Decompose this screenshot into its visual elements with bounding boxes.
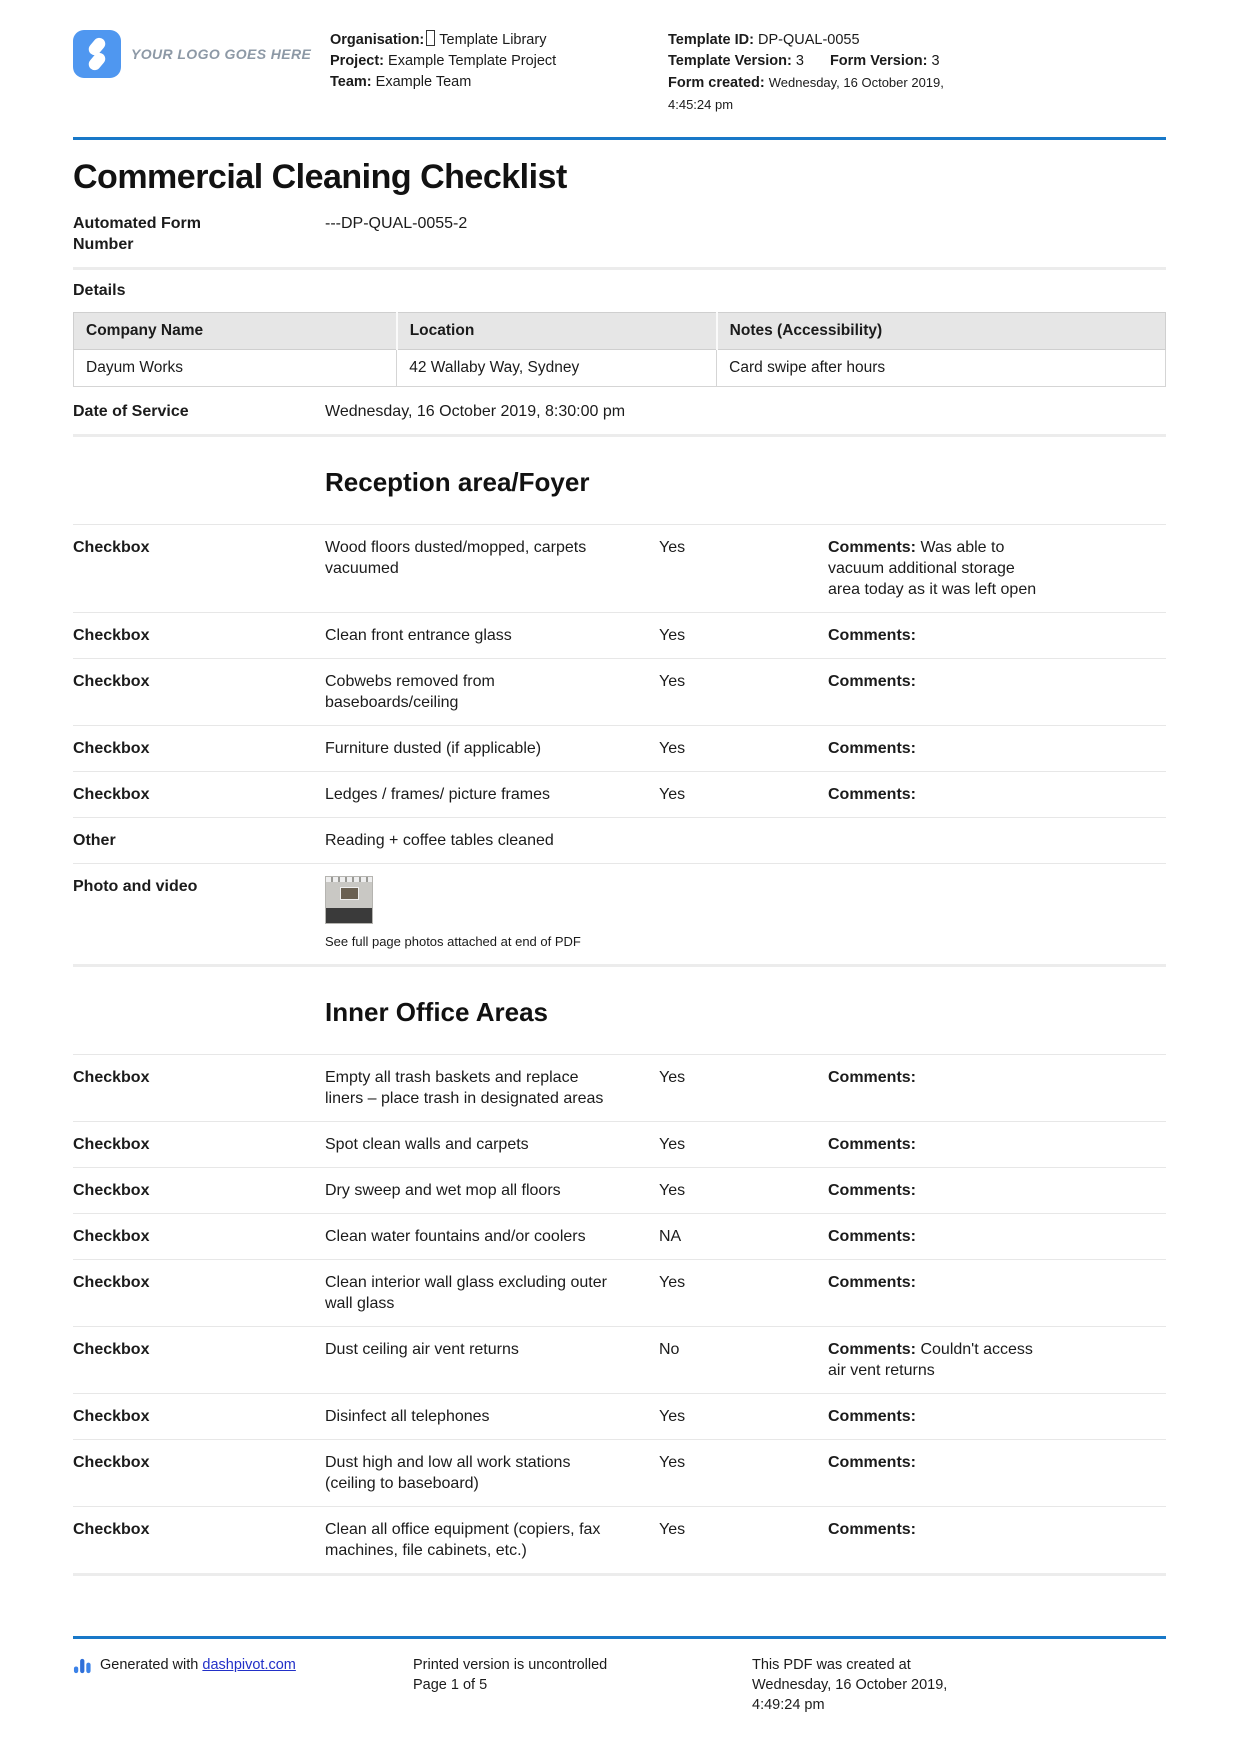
dashpivot-link[interactable]: dashpivot.com [202, 1657, 296, 1673]
versions-line [668, 51, 1166, 72]
organisation-label: Organisation: [330, 32, 425, 48]
row-description: Cobwebs removed from baseboards/ceiling [325, 673, 495, 711]
row-comment [828, 1406, 1040, 1427]
section-title: Inner Office Areas [325, 997, 549, 1027]
row-answer: Yes [659, 1136, 686, 1153]
row-type-label: Checkbox [73, 1408, 150, 1425]
header-meta-right [668, 30, 1166, 115]
row-type-label: Checkbox [73, 740, 150, 757]
row-description: Clean all office equipment (copiers, fax machines, file cabinets, etc.) [325, 1521, 601, 1559]
row-answer: Yes [659, 1454, 686, 1471]
checklist-row [73, 864, 1166, 967]
row-type-label: Checkbox [73, 1341, 150, 1358]
row-comment [828, 830, 1040, 851]
row-description: Dust high and low all work stations (ceiling to baseboard) [325, 1454, 571, 1492]
details-value-row [74, 350, 1166, 387]
checklist-row [73, 772, 1166, 818]
row-description: Dry sweep and wet mop all floors [325, 1182, 561, 1199]
row-answer: NA [659, 1228, 682, 1245]
row-answer: Yes [659, 673, 686, 690]
pdf-created-note [752, 1655, 1166, 1715]
details-notes-value: Card swipe after hours [717, 350, 1166, 387]
date-of-service-value: Wednesday, 16 October 2019, 8:30:00 pm [325, 403, 626, 420]
row-type-label: Checkbox [73, 1454, 150, 1471]
form-created-line [668, 72, 1166, 94]
checklist-row [73, 1260, 1166, 1327]
row-description: Reading + coffee tables cleaned [325, 832, 554, 849]
generated-text [100, 1655, 296, 1675]
row-comment [828, 784, 1040, 805]
checklist-row [73, 1122, 1166, 1168]
team-value: Example Team [375, 74, 472, 90]
comments-label: Comments: [828, 1274, 917, 1291]
row-description: Disinfect all telephones [325, 1408, 490, 1425]
form-version-label: Form Version: [829, 53, 928, 69]
comments-label: Comments: [828, 627, 917, 644]
row-answer: Yes [659, 740, 686, 757]
row-type-label: Checkbox [73, 1274, 150, 1291]
row-answer: Yes [659, 1274, 686, 1291]
generated-prefix: Generated with [100, 1657, 203, 1673]
row-description: Ledges / frames/ picture frames [325, 786, 550, 803]
form-number-label: Automated Form Number [73, 215, 201, 253]
template-id-value: DP-QUAL-0055 [757, 32, 860, 48]
section-rows [73, 524, 1166, 967]
created-line3: 4:49:24 pm [752, 1697, 825, 1713]
row-comment: Comments: Was able to vacuum additional storage area today as it was left open [828, 539, 1037, 598]
row-type-label: Checkbox [73, 1136, 150, 1153]
section-rows [73, 1054, 1166, 1576]
created-line2: Wednesday, 16 October 2019, [752, 1677, 948, 1693]
missing-char-box-glyph [426, 30, 435, 46]
row-type-label: Checkbox [73, 539, 150, 556]
row-type-label: Checkbox [73, 673, 150, 690]
row-answer: Yes [659, 786, 686, 803]
checklist-row [73, 1327, 1166, 1394]
form-version-value: 3 [931, 53, 940, 69]
comments-label: Comments: [828, 786, 917, 803]
row-comment [828, 1272, 1040, 1314]
row-description [325, 876, 659, 952]
checklist-row [73, 1394, 1166, 1440]
comments-label: Comments: [828, 539, 917, 556]
row-comment [828, 625, 1040, 646]
organisation-value: Template Library [439, 32, 547, 48]
header-divider [73, 137, 1166, 140]
team-label: Team: [330, 74, 372, 90]
date-of-service-row [73, 387, 1166, 437]
row-type-label: Checkbox [73, 1228, 150, 1245]
details-company-value: Dayum Works [74, 350, 397, 387]
row-answer: Yes [659, 1521, 686, 1538]
checklist-row [73, 1440, 1166, 1507]
row-answer: Yes [659, 1182, 686, 1199]
row-type-label: Other [73, 832, 116, 849]
team-line [330, 72, 668, 93]
row-comment [828, 876, 1040, 952]
generated-with [73, 1655, 413, 1715]
details-col-company: Company Name [74, 313, 397, 350]
row-description: Spot clean walls and carpets [325, 1136, 529, 1153]
row-answer [659, 876, 828, 952]
comments-label: Comments: [828, 1182, 917, 1199]
reception-desk-photo-thumbnail [325, 876, 373, 924]
row-comment [828, 671, 1040, 713]
s-mark-logo-icon [73, 30, 121, 78]
comments-label: Comments: [828, 1454, 917, 1471]
row-type-label: Photo and video [73, 878, 198, 895]
comments-label: Comments: [828, 1408, 917, 1425]
page-header [73, 30, 1166, 115]
checklist-row [73, 1507, 1166, 1576]
section-title: Reception area/Foyer [325, 467, 590, 497]
template-id-line [668, 30, 1166, 51]
row-description: Wood floors dusted/mopped, carpets vacuumed [325, 539, 587, 577]
checklist-row [73, 659, 1166, 726]
details-col-location: Location [397, 313, 717, 350]
template-version-label: Template Version: [668, 53, 792, 69]
organisation-line [330, 30, 668, 51]
details-header-row [74, 313, 1166, 350]
row-comment [828, 1134, 1040, 1155]
row-comment [828, 738, 1040, 759]
comments-label: Comments: [828, 673, 917, 690]
footer-divider [73, 1636, 1166, 1639]
bar-chart-icon [73, 1656, 92, 1675]
row-type-label: Checkbox [73, 1521, 150, 1538]
comments-label: Comments: [828, 1228, 917, 1245]
row-type-label: Checkbox [73, 1182, 150, 1199]
form-created-time: 4:45:24 pm [668, 97, 734, 112]
form-number-row [73, 203, 1166, 270]
row-comment: Comments: Couldn't access air vent returns [828, 1341, 1033, 1379]
form-number-value: ---DP-QUAL-0055-2 [325, 215, 468, 232]
project-value: Example Template Project [388, 53, 557, 69]
template-version-value: 3 [795, 53, 804, 69]
photo-caption: See full page photos attached at end of PDF [325, 934, 581, 949]
row-answer: Yes [659, 539, 686, 556]
comments-label: Comments: [828, 740, 917, 757]
row-comment [828, 1519, 1040, 1561]
row-comment [828, 1067, 1040, 1109]
logo-placeholder-text: YOUR LOGO GOES HERE [131, 46, 312, 62]
comments-label: Comments: [828, 1136, 917, 1153]
printed-line1: Printed version is uncontrolled [413, 1657, 608, 1673]
page-footer [73, 1636, 1166, 1715]
row-answer [659, 830, 828, 851]
row-comment [828, 1452, 1040, 1494]
checklist-row [73, 1214, 1166, 1260]
project-label: Project: [330, 53, 384, 69]
checklist-row [73, 818, 1166, 864]
details-table [73, 312, 1166, 387]
sections [73, 467, 1166, 1576]
project-line [330, 51, 668, 72]
checklist-row [73, 726, 1166, 772]
row-description: Clean interior wall glass excluding outer wall glass [325, 1274, 607, 1312]
row-comment [828, 1180, 1040, 1201]
row-description: Dust ceiling air vent returns [325, 1341, 519, 1358]
checklist-row [73, 525, 1166, 613]
details-location-value: 42 Wallaby Way, Sydney [397, 350, 717, 387]
logo [73, 30, 330, 78]
checklist-row [73, 613, 1166, 659]
row-description: Furniture dusted (if applicable) [325, 740, 542, 757]
date-of-service-label: Date of Service [73, 403, 189, 420]
row-description: Empty all trash baskets and replace liners – place trash in designated areas [325, 1069, 604, 1107]
row-answer: Yes [659, 1069, 686, 1086]
details-col-notes: Notes (Accessibility) [717, 313, 1166, 350]
header-meta-left [330, 30, 668, 93]
page-number: Page 1 of 5 [413, 1677, 488, 1693]
row-description: Clean water fountains and/or coolers [325, 1228, 586, 1245]
checklist-row [73, 1055, 1166, 1122]
row-answer: No [659, 1341, 680, 1358]
page-title: Commercial Cleaning Checklist [73, 158, 567, 196]
form-created-value: Wednesday, 16 October 2019, [768, 75, 944, 90]
template-id-label: Template ID: [668, 32, 754, 48]
checklist-row [73, 1168, 1166, 1214]
row-comment [828, 1226, 1040, 1247]
created-line1: This PDF was created at [752, 1657, 911, 1673]
row-type-label: Checkbox [73, 786, 150, 803]
printed-version-note [413, 1655, 752, 1715]
row-answer: Yes [659, 627, 686, 644]
comments-label: Comments: [828, 1521, 917, 1538]
row-type-label: Checkbox [73, 627, 150, 644]
comments-label: Comments: [828, 1069, 917, 1086]
comments-label: Comments: [828, 1341, 917, 1358]
form-created-label: Form created: [668, 75, 765, 91]
row-description: Clean front entrance glass [325, 627, 512, 644]
details-heading: Details [73, 282, 126, 299]
row-type-label: Checkbox [73, 1069, 150, 1086]
row-answer: Yes [659, 1408, 686, 1425]
